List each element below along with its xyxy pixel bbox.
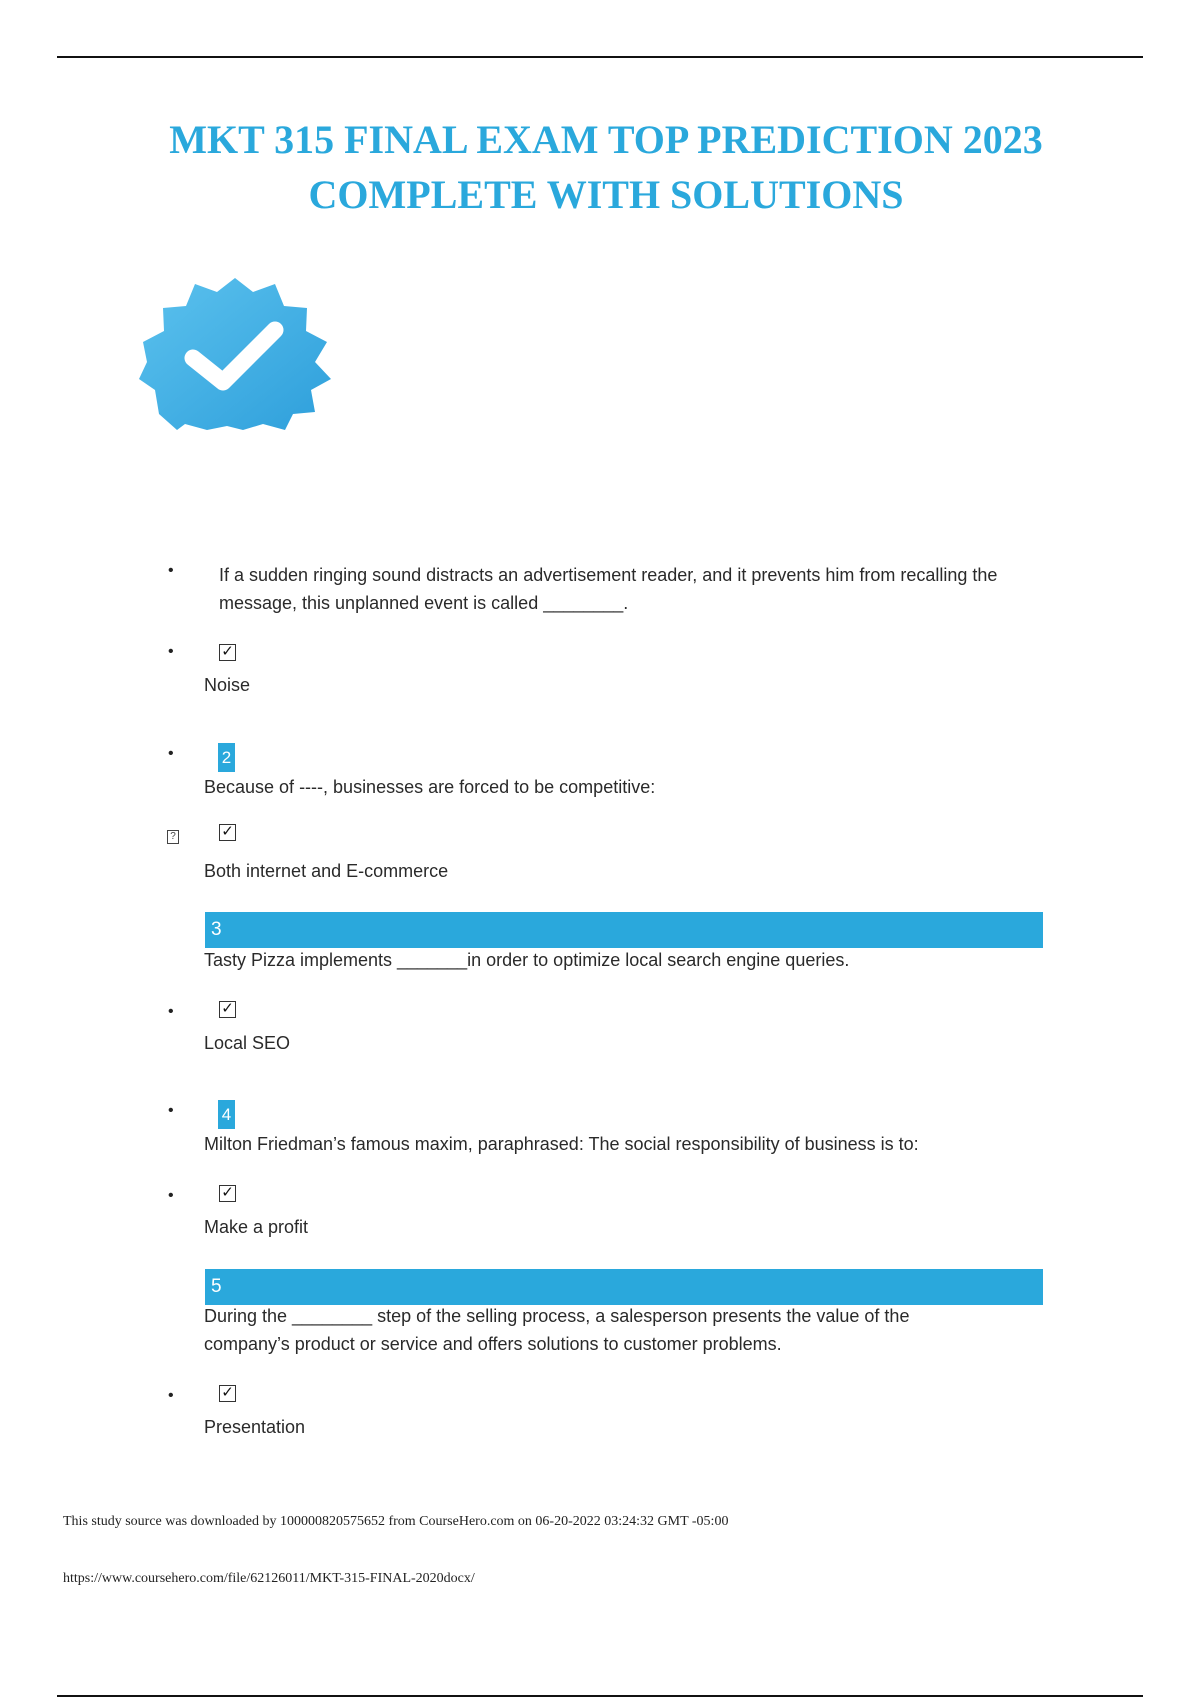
question-3-number-band: 3 [205,912,1043,948]
answer-4-text: Make a profit [204,1217,309,1237]
question-5-text: During the ________ step of the selling process, a salesperson presents the value of the company’s product or service and offers solutions to customer problems. [204,1306,910,1354]
download-source-note: This study source was downloaded by 100000820575652 from CourseHero.com on 06-20-2022 03:24:32 GMT -05:00 [63,1514,729,1529]
bullet-q4: • [168,1102,174,1119]
answer-4-checkbox[interactable] [219,1185,236,1202]
answer-3-checkbox[interactable] [219,1001,236,1018]
bullet-a1: • [168,643,174,660]
check-mark-icon: ✓ [221,1184,234,1201]
check-mark-icon: ✓ [221,643,234,660]
answer-2-text: Both internet and E-commerce [204,861,449,881]
check-mark-icon: ✓ [221,1384,234,1401]
question-4-text: Milton Friedman’s famous maxim, paraphrased: The social responsibility of business is to: [204,1134,919,1154]
question-5-number-band: 5 [205,1269,1043,1305]
check-mark-icon: ✓ [221,1000,234,1017]
answer-2-checkbox[interactable] [219,824,236,841]
top-rule [57,56,1143,58]
answer-1-checkbox[interactable] [219,644,236,661]
question-1-text: If a sudden ringing sound distracts an advertisement reader, and it prevents him from recalling the message, this unplanned event is called ________. [219,565,998,613]
bullet-a3: • [168,1003,174,1020]
missing-glyph-icon: ? [167,830,179,844]
answer-5-checkbox[interactable] [219,1385,236,1402]
bullet-q2: • [168,745,174,762]
question-2-number: 2 [218,743,235,772]
verified-check-badge-icon [135,278,335,430]
answer-5-text: Presentation [204,1417,306,1437]
answer-1-text: Noise [204,675,251,695]
bullet-q1: • [168,562,174,579]
bullet-a5: • [168,1387,174,1404]
question-2-text: Because of ----, businesses are forced to be competitive: [204,777,656,797]
title-line-2: COMPLETE WITH SOLUTIONS [308,172,904,217]
badge-seal-shape [139,278,331,430]
check-mark-icon: ✓ [221,823,234,840]
question-3-text: Tasty Pizza implements _______in order to optimize local search engine queries. [204,950,850,970]
bullet-a4: • [168,1187,174,1204]
question-4-number: 4 [218,1100,235,1129]
title-line-1: MKT 315 FINAL EXAM TOP PREDICTION 2023 [169,117,1043,162]
answer-3-text: Local SEO [204,1033,291,1053]
source-url[interactable]: https://www.coursehero.com/file/62126011/MKT-315-FINAL-2020docx/ [63,1571,475,1586]
bottom-rule [57,1695,1143,1697]
page-title [0,112,1200,222]
